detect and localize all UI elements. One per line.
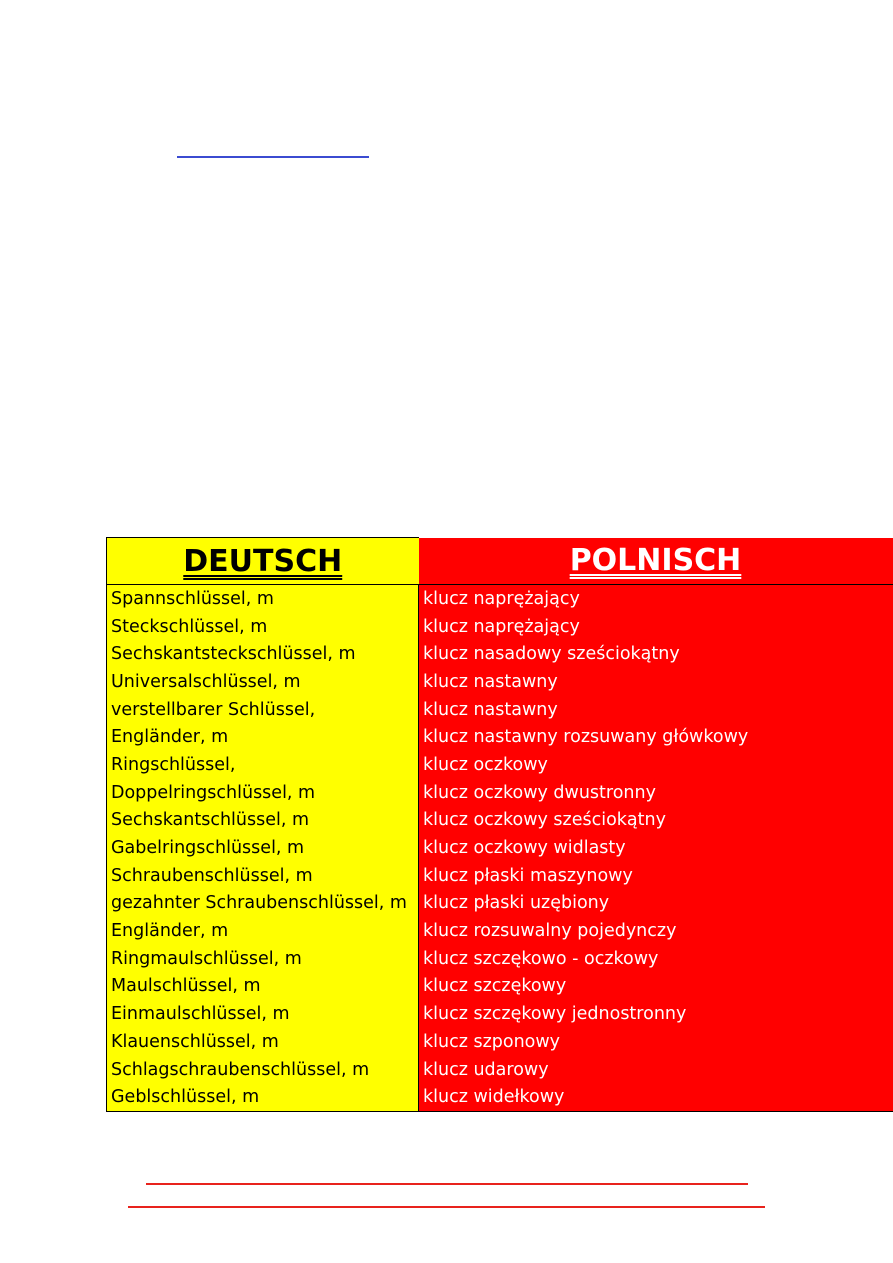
german-term: Schlagschraubenschlüssel, m (107, 1056, 419, 1084)
german-term: Klauenschlüssel, m (107, 1028, 419, 1056)
polish-term: klucz oczkowy widlasty (419, 834, 893, 862)
polish-term: klucz szczękowy (419, 973, 893, 1001)
german-term: Steckschlüssel, m (107, 613, 419, 641)
table-row (107, 1083, 893, 1111)
table-row (107, 945, 893, 973)
table-row (107, 973, 893, 1001)
table-row (107, 640, 893, 668)
table-row (107, 779, 893, 807)
table-row (107, 668, 893, 696)
table-row (107, 1056, 893, 1084)
polish-term: klucz płaski maszynowy (419, 862, 893, 890)
german-term: Engländer, m (107, 917, 419, 945)
german-term: Schraubenschlüssel, m (107, 862, 419, 890)
table-row (107, 807, 893, 835)
german-term: Ringschlüssel, (107, 751, 419, 779)
table-row (107, 1000, 893, 1028)
table-row (107, 613, 893, 641)
table-row (107, 834, 893, 862)
table-row (107, 696, 893, 724)
table-row (107, 585, 893, 613)
german-term: Sechskantsteckschlüssel, m (107, 640, 419, 668)
polish-term: klucz szczękowo - oczkowy (419, 945, 893, 973)
table-row (107, 890, 893, 918)
table-header-row (107, 538, 893, 585)
german-term: Geblschlüssel, m (107, 1083, 419, 1111)
german-term: Gabelringschlüssel, m (107, 834, 419, 862)
header-deutsch: DEUTSCH (107, 538, 419, 585)
table-row (107, 723, 893, 751)
polish-term: klucz udarowy (419, 1056, 893, 1084)
german-term: Maulschlüssel, m (107, 973, 419, 1001)
header-polnisch: POLNISCH (419, 538, 893, 585)
polish-term: klucz płaski uzębiony (419, 890, 893, 918)
polish-term: klucz naprężający (419, 613, 893, 641)
polish-term: klucz widełkowy (419, 1083, 893, 1111)
german-term: Engländer, m (107, 723, 419, 751)
table-body (107, 585, 893, 1112)
polish-term: klucz naprężający (419, 585, 893, 613)
footer-rule-bottom (128, 1206, 765, 1208)
polish-term: klucz oczkowy dwustronny (419, 779, 893, 807)
polish-term: klucz szczękowy jednostronny (419, 1000, 893, 1028)
polish-term: klucz rozsuwalny pojedynczy (419, 917, 893, 945)
polish-term: klucz oczkowy (419, 751, 893, 779)
polish-term: klucz szponowy (419, 1028, 893, 1056)
vocabulary-table (106, 537, 893, 1112)
german-term: gezahnter Schraubenschlüssel, m (107, 890, 419, 918)
german-term: verstellbarer Schlüssel, (107, 696, 419, 724)
table-row (107, 1028, 893, 1056)
german-term: Sechskantschlüssel, m (107, 807, 419, 835)
table-row (107, 751, 893, 779)
german-term: Spannschlüssel, m (107, 585, 419, 613)
table-row (107, 917, 893, 945)
footer-rule-top (146, 1183, 748, 1185)
polish-term: klucz nastawny (419, 668, 893, 696)
german-term: Universalschlüssel, m (107, 668, 419, 696)
polish-term: klucz nastawny (419, 696, 893, 724)
polish-term: klucz nasadowy sześciokątny (419, 640, 893, 668)
german-term: Ringmaulschlüssel, m (107, 945, 419, 973)
german-term: Doppelringschlüssel, m (107, 779, 419, 807)
polish-term: klucz oczkowy sześciokątny (419, 807, 893, 835)
german-term: Einmaulschlüssel, m (107, 1000, 419, 1028)
top-hyperlink-underline[interactable] (177, 156, 369, 158)
table-row (107, 862, 893, 890)
polish-term: klucz nastawny rozsuwany główkowy (419, 723, 893, 751)
